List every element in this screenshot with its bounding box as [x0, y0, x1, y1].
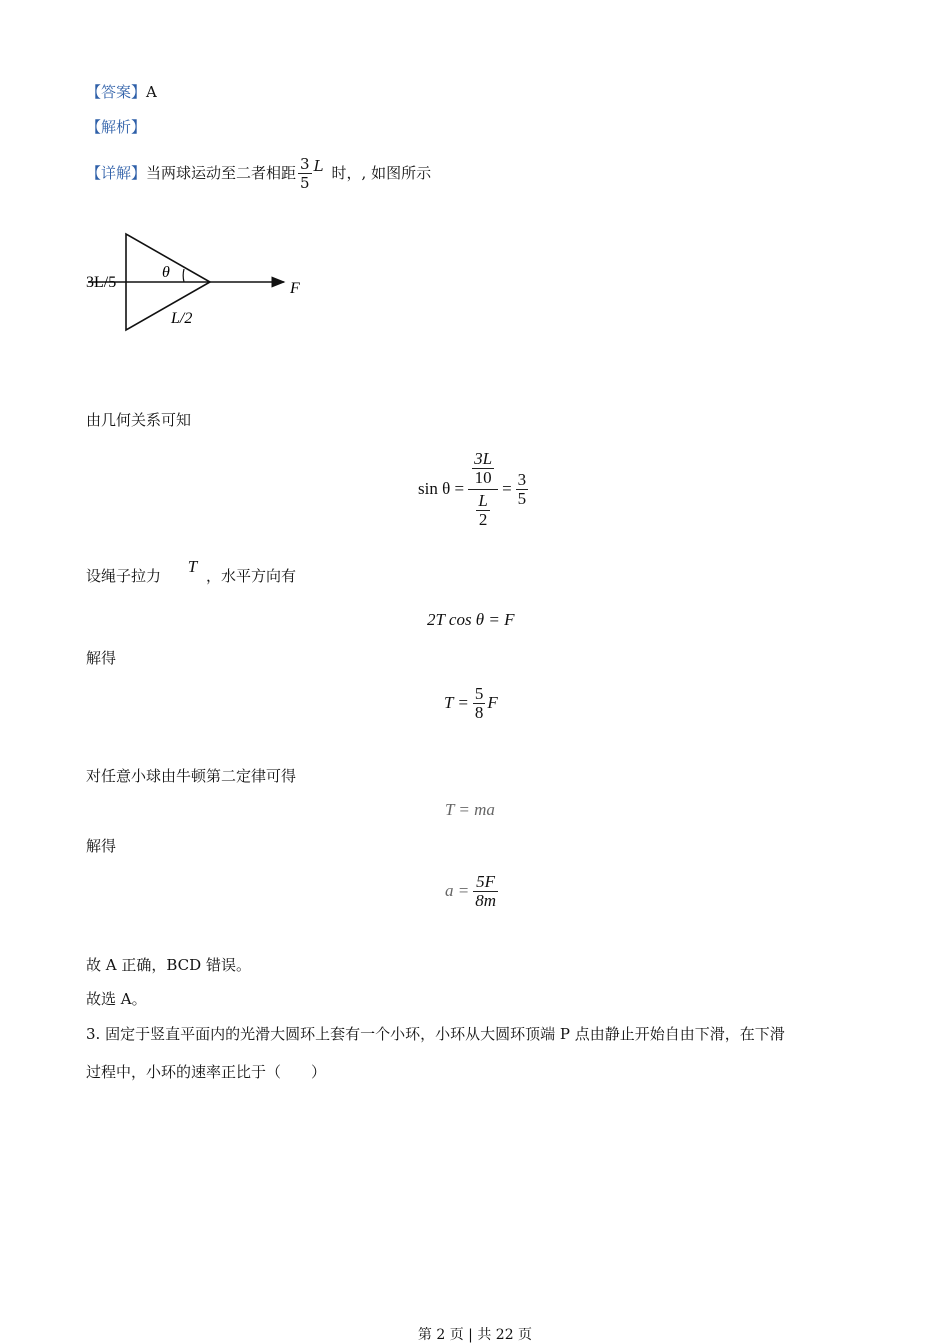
geometry-text: 由几何关系可知: [86, 411, 192, 429]
tension-text-b: ，水平方向有: [206, 567, 297, 585]
eq1-inner-den: 10: [474, 467, 492, 487]
eq1-complex-fraction: [468, 450, 498, 529]
conclusion-2: 故选 A。: [86, 990, 147, 1008]
eq1-rhs-num: 3: [517, 469, 527, 489]
solve-label-1: 解得: [86, 649, 117, 667]
rope-length-label: L/2: [171, 310, 193, 327]
analysis-label: 【解析】: [86, 118, 147, 136]
force-diagram: [80, 226, 320, 338]
distance-fraction: [298, 155, 312, 192]
question-3-line-1: 3. 固定于竖直平面内的光滑大圆环上套有一个小环，小环从大圆环顶端 P 点由静止开始自由下滑，在下滑: [86, 1025, 785, 1043]
eq1-outer-num: L: [478, 490, 488, 510]
eq5-den: 8m: [475, 890, 497, 910]
force-label: F: [290, 280, 300, 297]
eq1-upper-fraction: [472, 450, 494, 487]
eq3-den: 8: [474, 702, 484, 722]
eq5-fraction: [473, 873, 498, 910]
eq1-rhs-fraction: [516, 471, 529, 508]
equation-newton-second-law: T = ma: [445, 800, 495, 819]
distance-fraction-den: 5: [300, 173, 310, 192]
detail-text-before: 当两球运动至二者相距: [146, 164, 297, 182]
side-length-label: 3L/5: [86, 274, 117, 291]
answer-label: 【答案】: [86, 83, 147, 101]
eq1-lhs: sin θ =: [418, 479, 465, 498]
angle-arc: [183, 269, 184, 282]
eq3-num: 5: [474, 683, 484, 703]
tension-line: [86, 557, 297, 586]
eq1-outer-den: 2: [478, 509, 488, 529]
solve-label-2: 解得: [86, 837, 117, 855]
eq3-rhs: F: [487, 693, 498, 712]
detail-line: [86, 148, 431, 198]
equation-horizontal-balance: 2T cos θ = F: [427, 610, 515, 629]
eq3-fraction: [473, 685, 486, 722]
equation-sin-theta: [418, 444, 528, 534]
eq1-inner-num: 3L: [474, 448, 493, 468]
tension-symbol: T: [187, 557, 198, 576]
conclusion-1: 故 A 正确，BCD 错误。: [86, 956, 251, 974]
answer-value: A: [146, 83, 157, 101]
answer-line: [86, 82, 157, 102]
angle-label: θ: [162, 264, 170, 281]
tension-text-a: 设绳子拉力: [86, 567, 162, 585]
distance-fraction-num: 3: [300, 154, 310, 173]
main-fraction-bar: [468, 489, 498, 490]
page-footer: 第 2 页 | 共 22 页: [417, 1327, 533, 1343]
question-3-line-2: 过程中，小环的速率正比于（ ）: [86, 1063, 327, 1081]
detail-text-after: 时，, 如图所示: [331, 164, 432, 182]
eq5-num: 5F: [476, 871, 496, 891]
eq1-equals: =: [502, 479, 512, 498]
detail-label: 【详解】: [86, 164, 147, 182]
distance-var: L: [313, 157, 324, 175]
equation-acceleration-result: [445, 868, 498, 914]
eq1-rhs-den: 5: [517, 488, 527, 508]
equation-tension-result: [444, 680, 498, 726]
eq1-lower-fraction: [476, 492, 489, 529]
newton-text: 对任意小球由牛顿第二定律可得: [86, 767, 297, 785]
eq3-lhs: T =: [444, 693, 469, 712]
eq5-lhs: a =: [445, 881, 470, 900]
